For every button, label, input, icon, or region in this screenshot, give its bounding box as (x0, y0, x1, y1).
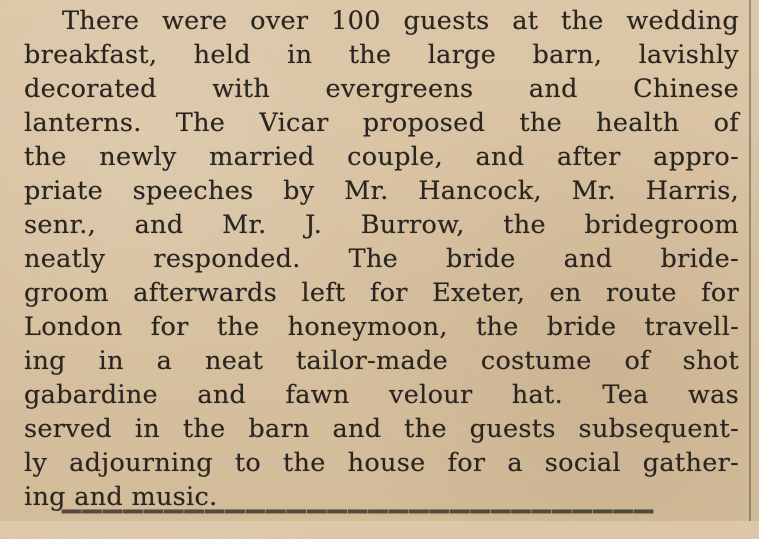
article-line: lanterns. The Vicar proposed the health of (24, 108, 739, 138)
cutoff-glyphs: ▔▔▔▔▔▔▔▔▔▔▔▔▔▔▔▔▔▔▔▔▔▔▔▔▔▔▔▔▔ (62, 510, 655, 539)
article-line: ing and music. (24, 482, 218, 512)
article-line: ly adjourning to the house for a social gather- (24, 448, 739, 478)
article-line: served in the barn and the guests subsequent- (24, 414, 739, 444)
article-line: groom afterwards left for Exeter, en route for (24, 278, 739, 308)
article-line: gabardine and fawn velour hat. Tea was (24, 380, 739, 410)
article-line: decorated with evergreens and Chinese (24, 74, 739, 104)
article-line: London for the honeymoon, the bride travell- (24, 312, 739, 342)
article-line: priate speeches by Mr. Hancock, Mr. Harris, (24, 176, 739, 206)
cutoff-next-line (62, 506, 712, 539)
article-text (24, 4, 739, 516)
article-line: the newly married couple, and after appro- (24, 142, 739, 172)
article-line: senr., and Mr. J. Burrow, the bridegroom (24, 210, 739, 240)
article-line: neatly responded. The bride and bride- (24, 244, 739, 274)
article-line: ing in a neat tailor-made costume of shot (24, 346, 739, 376)
article-line: There were over 100 guests at the wedding (62, 6, 739, 36)
column-rule (749, 0, 751, 521)
article-line: breakfast, held in the large barn, lavishly (24, 40, 739, 70)
